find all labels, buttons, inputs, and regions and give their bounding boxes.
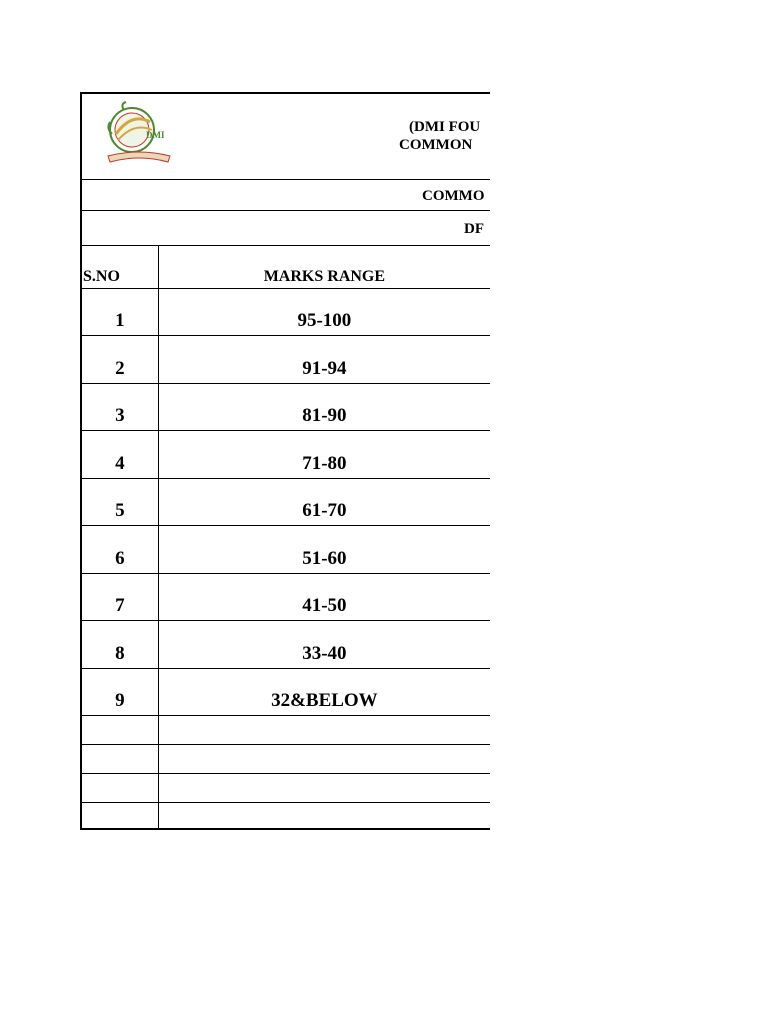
marks-table (82, 246, 490, 830)
grade-sheet (80, 92, 490, 830)
table-row (82, 288, 490, 336)
subheader-row-1 (82, 180, 490, 211)
subheader-1-text: COMMO (422, 188, 485, 204)
table-row (82, 383, 490, 431)
sno-cell: 5 (82, 478, 158, 526)
subheader-2-text: DF (464, 221, 484, 237)
empty-cell (82, 745, 158, 774)
table-header-row (82, 246, 490, 288)
empty-cell (158, 716, 490, 745)
table-row (82, 478, 490, 526)
sno-cell: 3 (82, 383, 158, 431)
blank-row (82, 716, 490, 745)
marks-range-cell: 95-100 (158, 288, 490, 336)
sno-cell: 6 (82, 526, 158, 574)
header-row (82, 94, 490, 180)
empty-cell (158, 745, 490, 774)
empty-cell (158, 774, 490, 803)
marks-range-cell: 71-80 (158, 431, 490, 479)
sno-cell: 4 (82, 431, 158, 479)
marks-range-cell: 32&BELOW (158, 668, 490, 716)
sno-cell: 7 (82, 573, 158, 621)
org-subtitle: COMMON (399, 137, 473, 153)
column-header-marks-range: MARKS RANGE (158, 246, 490, 288)
marks-range-cell: 61-70 (158, 478, 490, 526)
table-row (82, 573, 490, 621)
org-name: (DMI FOU (409, 119, 481, 135)
table-row (82, 526, 490, 574)
empty-cell (158, 803, 490, 831)
column-header-sno: S.NO (82, 246, 158, 288)
marks-range-cell: 91-94 (158, 336, 490, 384)
sno-cell: 9 (82, 668, 158, 716)
sno-cell: 8 (82, 621, 158, 669)
table-row (82, 621, 490, 669)
subheader-row-2 (82, 211, 490, 246)
dmi-logo-icon (102, 98, 176, 170)
table-row (82, 336, 490, 384)
sno-cell: 1 (82, 288, 158, 336)
empty-cell (82, 803, 158, 831)
empty-cell (82, 774, 158, 803)
marks-range-cell: 51-60 (158, 526, 490, 574)
sno-cell: 2 (82, 336, 158, 384)
blank-row (82, 803, 490, 831)
empty-cell (82, 716, 158, 745)
logo-text: DMI (146, 130, 165, 140)
marks-range-cell: 41-50 (158, 573, 490, 621)
table-row (82, 431, 490, 479)
blank-row (82, 774, 490, 803)
table-row (82, 668, 490, 716)
marks-range-cell: 33-40 (158, 621, 490, 669)
marks-range-cell: 81-90 (158, 383, 490, 431)
blank-row (82, 745, 490, 774)
